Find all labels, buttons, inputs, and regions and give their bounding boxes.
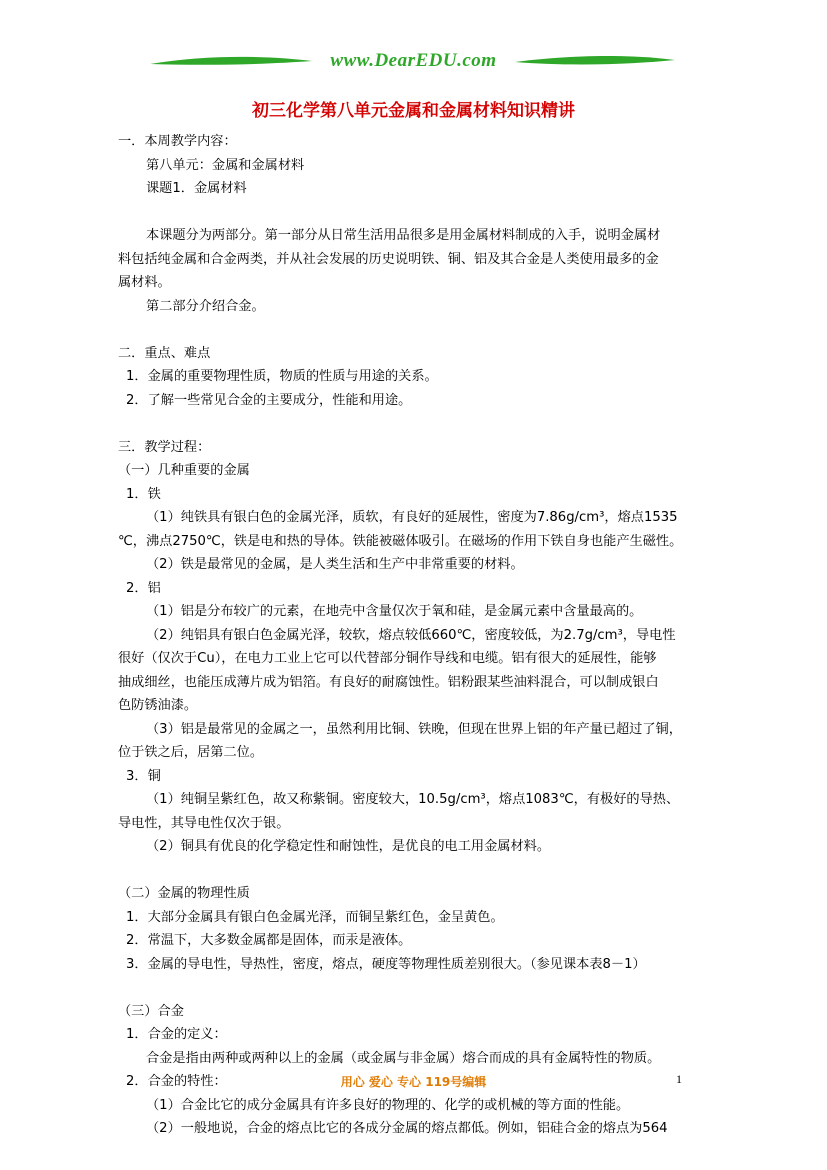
text-line: 合金是指由两种或两种以上的金属（或金属与非金属）熔合而成的具有金属特性的物质。: [146, 1050, 661, 1066]
text-line: （3）铝是最常见的金属之一，虽然利用比铜、铁晚，但现在世界上铝的年产量已超过了铜，: [146, 721, 682, 737]
blank-line: [118, 976, 718, 1000]
text-line: 位于铁之后，居第二位。: [118, 745, 264, 760]
text-line: 一．本周教学内容：: [118, 134, 237, 149]
text-line: 2．常温下，大多数金属都是固体，而汞是液体。: [126, 933, 412, 948]
text-line: （2）铜具有优良的化学稳定性和耐蚀性，是优良的电工用金属材料。: [146, 839, 551, 854]
text-line: ℃，沸点2750℃，铁是电和热的导体。铁能被磁体吸引。在磁场的作用下铁自身也能产生磁性。: [118, 533, 683, 549]
text-line: （2）纯铝具有银白色金属光泽，较软，熔点较低660℃，密度较低，为2.7g/cm³，导电性: [146, 627, 676, 643]
text-line: 1．大部分金属具有银白色金属光泽，而铜呈紫红色，金呈黄色。: [126, 909, 504, 925]
text-line: （二）金属的物理性质: [118, 886, 250, 901]
text-line: 二．重点、难点: [118, 345, 211, 361]
text-line: 第八单元：金属和金属材料: [146, 157, 305, 173]
text-line: 抽成细丝，也能压成薄片成为铝箔。有良好的耐腐蚀性。铝粉跟某些油料混合，可以制成银白: [118, 674, 659, 690]
text-line: （2）一般地说，合金的熔点比它的各成分金属的熔点都低。例如，铝硅合金的熔点为564: [146, 1121, 668, 1136]
text-line: 本课题分为两部分。第一部分从日常生活用品很多是用金属材料制成的入手，说明金属材: [146, 228, 661, 243]
text-line: 课题1．金属材料: [146, 181, 247, 196]
text-line: 三．教学过程：: [118, 439, 211, 455]
text-line: 色防锈油漆。: [118, 698, 198, 713]
text-line: 第二部分介绍合金。: [146, 298, 265, 314]
text-line: （三）合金: [118, 1003, 184, 1019]
text-line: 2．铝: [126, 580, 161, 596]
text-line: 3．金属的导电性，导热性，密度，熔点，硬度等物理性质差别很大。（参见课本表8－1）: [126, 956, 646, 972]
site-url-logo[interactable]: www.DearEDU.com: [330, 50, 497, 71]
blank-line: [118, 859, 718, 883]
text-line: 导电性，其导电性仅次于银。: [118, 815, 290, 831]
footer-text: 用心 爱心 专心 119号编辑: [340, 1075, 487, 1089]
blank-line: [118, 201, 718, 225]
text-line: （1）铝是分布较广的元素，在地壳中含量仅次于氧和硅，是金属元素中含量最高的。: [146, 604, 643, 619]
text-line: （1）纯铁具有银白色的金属光泽，质软，有良好的延展性，密度为7.86g/cm³，熔点1535: [146, 510, 678, 525]
text-line: （1）纯铜呈紫红色，故又称紫铜。密度较大，10.5g/cm³，熔点1083℃，有极好的导热、: [146, 792, 680, 807]
text-line: 2．合金的特性：: [126, 1074, 227, 1089]
page-number: 1: [676, 1072, 682, 1086]
text-line: 料包括纯金属和合金两类，并从社会发展的历史说明铁、铜、铝及其合金是人类使用最多的金: [118, 251, 659, 267]
text-line: 1．合金的定义：: [126, 1027, 227, 1042]
text-line: 2．了解一些常见合金的主要成分，性能和用途。: [126, 392, 412, 408]
text-line: 3．铜: [126, 768, 161, 784]
text-line: 1．金属的重要物理性质，物质的性质与用途的关系。: [126, 369, 438, 384]
text-line: 很好（仅次于Cu），在电力工业上它可以代替部分铜作导线和电缆。铝有很大的延展性，能够: [118, 651, 657, 666]
text-line: （一）几种重要的金属: [118, 463, 250, 478]
text-line: 属材料。: [118, 275, 171, 290]
text-line: 1．铁: [126, 486, 161, 502]
text-line: （1）合金比它的成分金属具有许多良好的物理的、化学的或机械的等方面的性能。: [146, 1097, 630, 1113]
blank-line: [118, 412, 718, 436]
blank-line: [118, 318, 718, 342]
text-line: （2）铁是最常见的金属，是人类生活和生产中非常重要的材料。: [146, 557, 524, 572]
site-header: [0, 44, 827, 80]
document-body: [118, 130, 718, 1141]
document-title: 初三化学第八单元金属和金属材料知识精讲: [252, 101, 575, 121]
